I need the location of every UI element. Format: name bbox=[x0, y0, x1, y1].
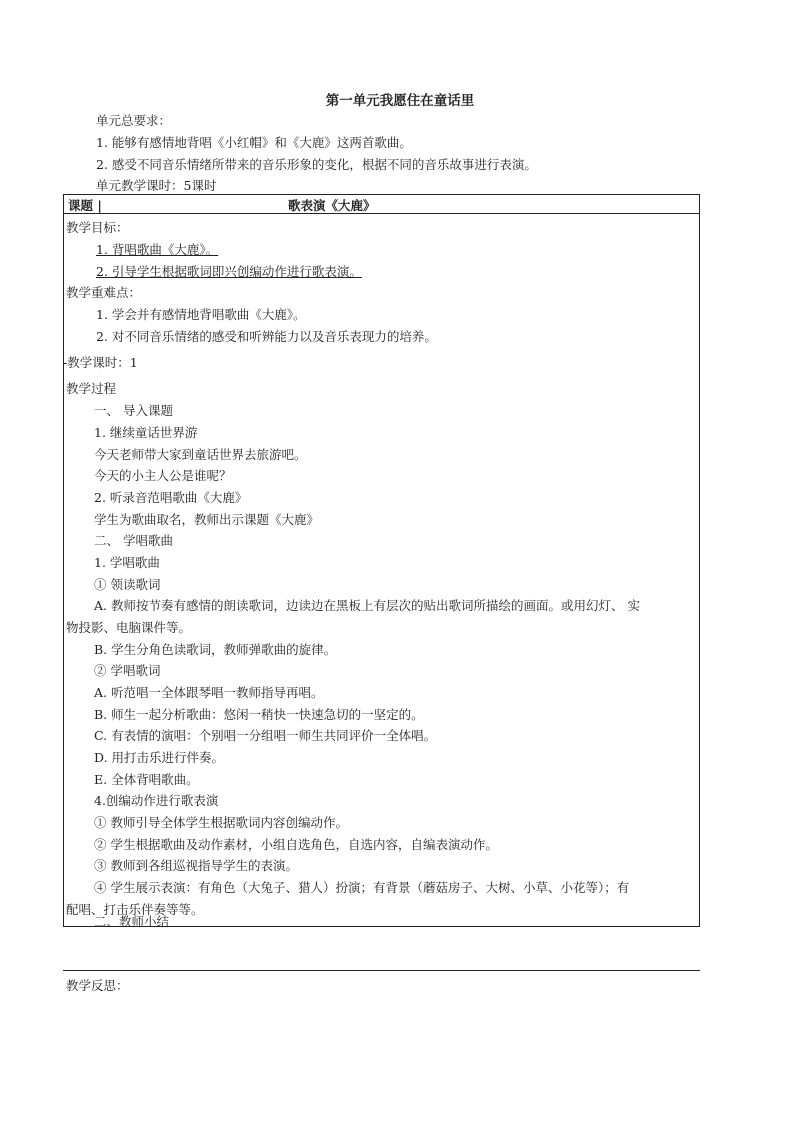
process-line: A. 听范唱一全体跟琴唱一教师指导再唱。 bbox=[94, 685, 324, 700]
table-header-divider bbox=[63, 213, 700, 214]
process-line: 2. 听录音范唱歌曲《大鹿》 bbox=[94, 490, 248, 505]
process-line: ① 教师引导全体学生根据歌词内容创编动作。 bbox=[94, 815, 348, 830]
process-line: D. 用打击乐进行伴奏。 bbox=[94, 750, 225, 765]
key-point-1: 1. 学会并有感情地背唱歌曲《大鹿》。 bbox=[96, 307, 306, 322]
key-point-2: 2. 对不同音乐情绪的感受和听辨能力以及音乐表现力的培养。 bbox=[96, 329, 437, 344]
process-line: ② 学生根据歌曲及动作素材，小组自选角色，自选内容，自编表演动作。 bbox=[94, 837, 498, 852]
process-line: ② 学唱歌词 bbox=[94, 663, 161, 678]
process-line: 4.创编动作进行歌表演 bbox=[94, 793, 219, 808]
process-line: A. 教师按节奏有感情的朗读歌词，边读边在黑板上有层次的贴出歌词所描绘的画面。或用幻灯、 实 bbox=[94, 598, 640, 613]
unit-requirement-1: 1. 能够有感情地背唱《小红帽》和《大鹿》这两首歌曲。 bbox=[96, 135, 412, 150]
process-line: E. 全体背唱歌曲。 bbox=[94, 772, 199, 787]
key-points-label: 教学重难点： bbox=[66, 285, 142, 300]
unit-requirement-2: 2. 感受不同音乐情绪所带来的音乐形象的变化，根据不同的音乐故事进行表演。 bbox=[96, 157, 537, 172]
reflection-label: 教学反思： bbox=[66, 978, 129, 993]
process-line: 今天的小主人公是谁呢？ bbox=[94, 468, 232, 483]
goals-label: 教学目标： bbox=[66, 220, 129, 235]
process-line: 物投影、电脑课件等。 bbox=[66, 620, 192, 635]
process-line: 今天老师带大家到童话世界去旅游吧。 bbox=[94, 447, 307, 462]
process-line: 1. 学唱歌曲 bbox=[94, 555, 160, 570]
process-line: C. 有表情的演唱：个别唱一分组唱一师生共同评价一全体唱。 bbox=[94, 728, 437, 743]
process-line: ④ 学生展示表演：有角色（大兔子、猎人）扮演；有背景（蘑菇房子、大树、小草、小花等）；有 bbox=[94, 880, 630, 895]
unit-requirements-label: 单元总要求： bbox=[96, 113, 172, 128]
document-title: 第一单元我愿住在童话里 bbox=[325, 93, 475, 109]
process-line: ① 领读歌词 bbox=[94, 577, 161, 592]
process-line: ③ 教师到各组巡视指导学生的表演。 bbox=[94, 858, 298, 873]
reflection-divider bbox=[63, 970, 700, 971]
unit-hours: 单元教学课时：5课时 bbox=[96, 178, 217, 193]
goal-1: 1. 背唱歌曲《大鹿》。 bbox=[96, 242, 219, 257]
process-line: 一、 导入课题 bbox=[94, 403, 173, 418]
process-line: 二、 学唱歌曲 bbox=[94, 533, 173, 548]
lesson-hours: -教学课时：1 bbox=[63, 355, 138, 370]
topic-label: 课题 | bbox=[68, 198, 102, 213]
goal-2: 2. 引导学生根据歌词即兴创编动作进行歌表演。 bbox=[96, 264, 362, 279]
process-line: 二、教师小结 bbox=[94, 914, 170, 929]
process-line: 配唱、打击乐伴奏等等。 bbox=[66, 902, 204, 917]
process-line: 1. 继续童话世界游 bbox=[94, 425, 198, 440]
process-line: 学生为歌曲取名，教师出示课题《大鹿》 bbox=[94, 512, 320, 527]
process-line: B. 师生一起分析歌曲：悠闲一稍快一快速急切的一坚定的。 bbox=[94, 707, 424, 722]
topic-title: 歌表演《大鹿》 bbox=[288, 198, 376, 213]
process-label: 教学过程 bbox=[66, 381, 117, 396]
process-line: B. 学生分角色读歌词，教师弹歌曲的旋律。 bbox=[94, 642, 337, 657]
